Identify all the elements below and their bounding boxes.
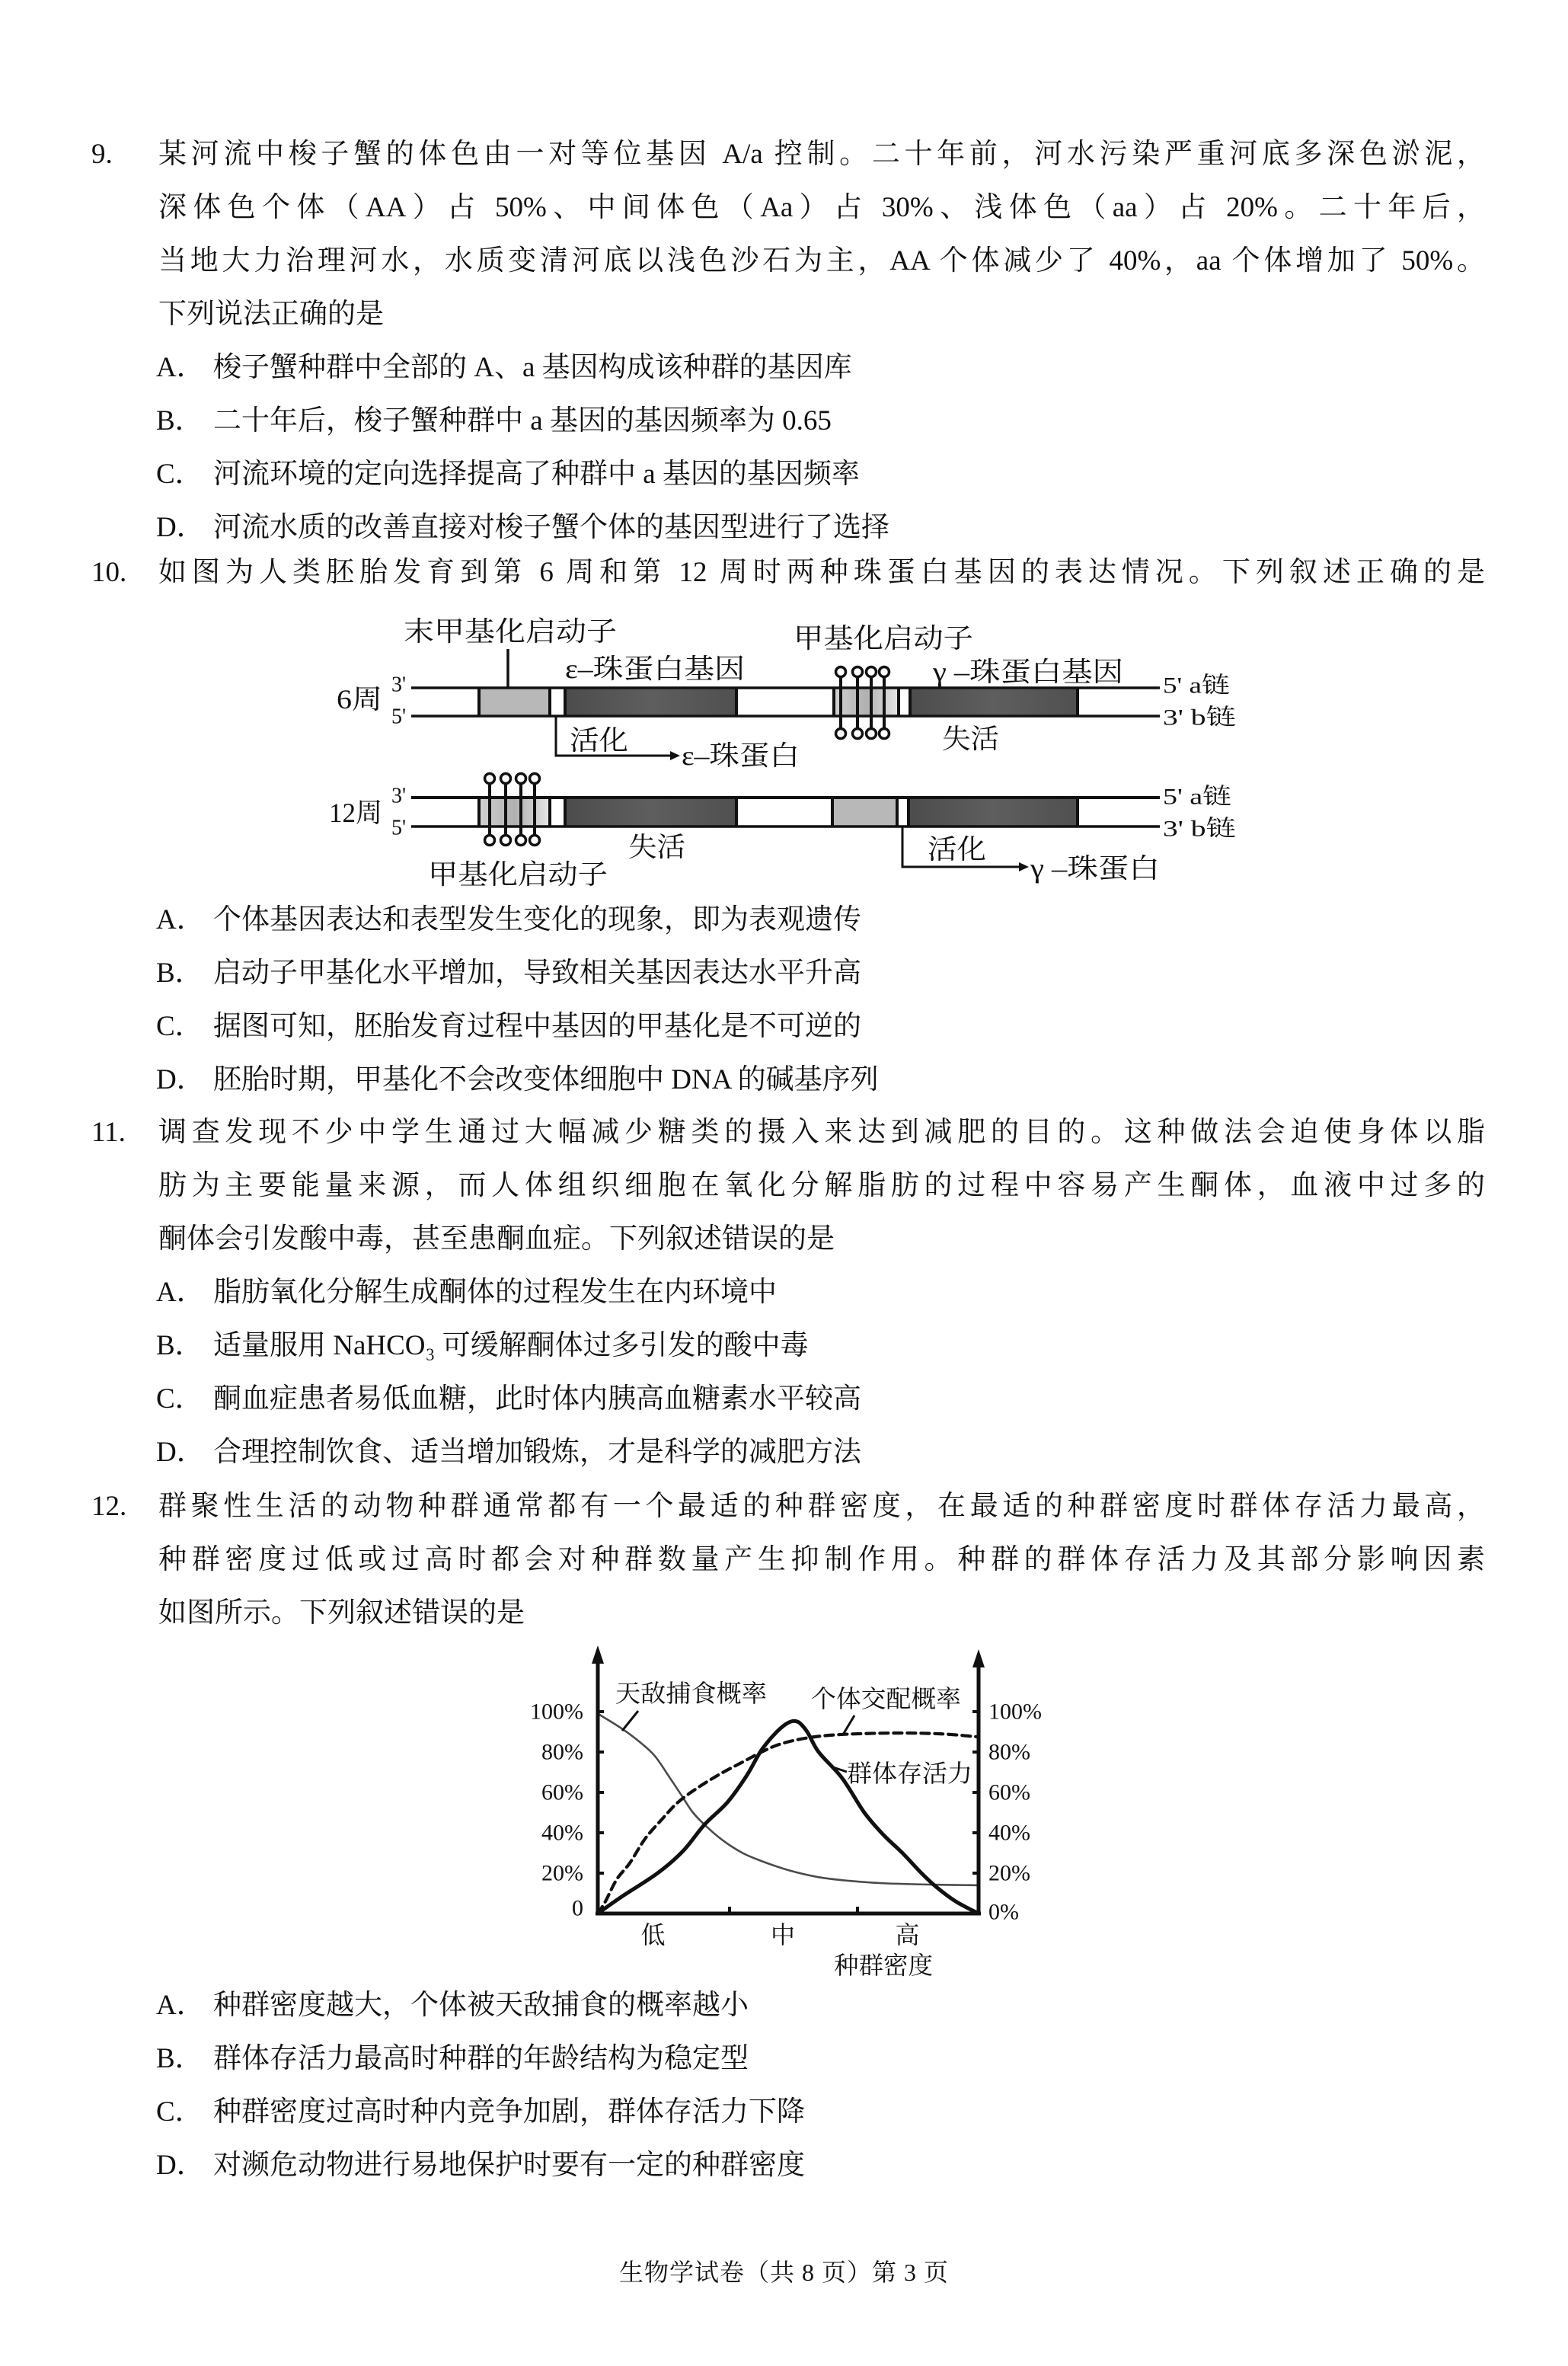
- activated-label: 活化: [570, 725, 628, 756]
- option-text: 个体基因表达和表型发生变化的现象，即为表观遗传: [213, 904, 861, 935]
- option-d: [0, 1054, 1568, 1107]
- option-label: D．: [156, 2150, 205, 2181]
- option-c: [0, 1000, 1568, 1054]
- question-number: 12.: [91, 1491, 127, 1522]
- option-text: 河流环境的定向选择提高了种群中 a 基因的基因频率: [213, 459, 860, 490]
- option-c: [0, 2086, 1568, 2139]
- left-y-tick-label: 60%: [541, 1779, 583, 1805]
- x-category-label: 中: [770, 1921, 796, 1949]
- predation-probability-line: [598, 1714, 979, 1885]
- epsilon-gene-box: [565, 798, 736, 827]
- right-y-tick-label: 60%: [988, 1779, 1030, 1805]
- right-y-tick-label: 20%: [988, 1860, 1030, 1886]
- left-y-tick-label: 80%: [541, 1739, 583, 1765]
- option-label: A．: [156, 1277, 205, 1308]
- strand-end-label: 3': [391, 673, 407, 697]
- option-label: C．: [156, 1383, 203, 1415]
- activated-label: 活化: [928, 834, 986, 865]
- legend-survival: 群体存活力: [847, 1760, 972, 1787]
- option-label: C．: [156, 2096, 203, 2128]
- question-number: 11.: [91, 1117, 126, 1148]
- right-y-tick-label: 100%: [988, 1699, 1042, 1725]
- option-label: C．: [156, 1011, 203, 1042]
- question-stem-line: [0, 1213, 1568, 1266]
- question-stem-text: 如图所示。下列叙述错误的是: [158, 1597, 525, 1629]
- chart-curves: [598, 1714, 979, 1914]
- option-label: D．: [156, 1437, 205, 1468]
- strand-b-label: 3' b链: [1163, 816, 1236, 842]
- page-footer: 生物学试卷（共 8 页）第 3 页: [618, 2259, 949, 2286]
- population-density-chart: [518, 1634, 1066, 1992]
- right-y-tick-label: 80%: [988, 1739, 1030, 1765]
- option-label: C．: [156, 459, 203, 490]
- spacer-box: [897, 798, 909, 827]
- row-label: 6周: [337, 684, 382, 715]
- question-stem-text: 下列说法正确的是: [158, 299, 384, 330]
- option-d: [0, 2139, 1568, 2192]
- unmethylated-promoter-box: [832, 798, 897, 827]
- question-stem-line: [0, 1587, 1568, 1640]
- question-stem-text: 深体色个体（AA）占 50%、中间体色（Aa）占 30%、浅体色（aa）占 20%。二十年后，: [158, 192, 1485, 223]
- option-text: 启动子甲基化水平增加，导致相关基因表达水平升高: [213, 958, 861, 989]
- option-label: B．: [156, 405, 203, 436]
- legend-predation: 天敌捕食概率: [615, 1680, 767, 1707]
- question-11: [0, 1106, 1568, 1479]
- question-stem-text: 如图为人类胚胎发育到第 6 周和第 12 周时两种珠蛋白基因的表达情况。下列叙述正确的是: [158, 557, 1485, 588]
- methylated-promoter-box: [834, 688, 899, 716]
- question-12-options: [0, 1979, 1568, 2192]
- inactivated-label: 失活: [942, 724, 999, 754]
- question-stem-line: [0, 546, 1568, 599]
- epsilon-gene-box: [565, 688, 736, 716]
- option-d: [0, 1426, 1568, 1479]
- spacer-box: [550, 688, 565, 716]
- option-text: 二十年后，梭子蟹种群中 a 基因的基因频率为 0.65: [213, 405, 832, 436]
- option-label: D．: [156, 1064, 205, 1095]
- option-text: 胚胎时期，甲基化不会改变体细胞中 DNA 的碱基序列: [213, 1064, 879, 1095]
- question-stem-line: [0, 1106, 1568, 1159]
- question-stem-line: [0, 128, 1568, 181]
- option-text: 酮血症患者易低血糖，此时体内胰高血糖素水平较高: [213, 1383, 861, 1415]
- option-text: 梭子蟹种群中全部的 A、a 基因构成该种群的基因库: [213, 352, 852, 383]
- right-axis-arrow-icon: [972, 1649, 985, 1667]
- option-label: A．: [156, 904, 205, 935]
- gamma-gene-label: γ –珠蛋白基因: [931, 657, 1123, 687]
- x-category-label: 高: [895, 1921, 920, 1949]
- option-text: 河流水质的改善直接对梭子蟹个体的基因型进行了选择: [213, 512, 889, 543]
- question-number: 10.: [91, 557, 127, 588]
- option-label: D．: [156, 512, 205, 543]
- left-y-tick-label: 100%: [530, 1699, 583, 1725]
- option-text: 合理控制饮食、适当增加锻炼，才是科学的减肥方法: [213, 1437, 861, 1468]
- option-b: [0, 947, 1568, 1000]
- legend-mating: 个体交配概率: [811, 1685, 961, 1712]
- left-y-tick-label: 0: [572, 1895, 583, 1921]
- x-axis-title: 种群密度: [834, 1952, 933, 1979]
- gamma-protein-label: γ –珠蛋白: [1029, 853, 1160, 884]
- strand-b-label: 3' b链: [1163, 705, 1236, 731]
- option-b: [0, 2032, 1568, 2086]
- right-y-tick-label: 40%: [988, 1820, 1030, 1846]
- option-text: 群体存活力最高时种群的年龄结构为稳定型: [213, 2043, 749, 2074]
- option-text: 脂肪氧化分解生成酮体的过程发生在内环境中: [213, 1277, 777, 1308]
- spacer-box: [550, 798, 565, 827]
- left-y-tick-label: 40%: [541, 1820, 583, 1846]
- option-a: [0, 1266, 1568, 1319]
- option-text: 种群密度越大，个体被天敌捕食的概率越小: [213, 1990, 749, 2021]
- option-text: 对濒危动物进行易地保护时要有一定的种群密度: [213, 2150, 805, 2181]
- question-10: [0, 546, 1568, 599]
- option-text: 种群密度过高时种内竞争加剧，群体存活力下降: [213, 2096, 805, 2128]
- row-label: 12周: [329, 798, 382, 828]
- question-stem-line: [0, 235, 1568, 288]
- row-12-weeks: [329, 774, 1236, 890]
- question-stem-text: 肪为主要能量来源，而人体组织细胞在氧化分解脂肪的过程中容易产生酮体，血液中过多的: [158, 1170, 1485, 1201]
- gamma-gene-box: [909, 798, 1078, 827]
- option-label: A．: [156, 352, 205, 383]
- question-stem-text: 某河流中梭子蟹的体色由一对等位基因 A/a 控制。二十年前，河水污染严重河底多深色淤泥，: [158, 139, 1485, 170]
- mating-leader-line: [843, 1715, 854, 1735]
- question-number: 9.: [91, 139, 113, 170]
- question-stem-line: [0, 288, 1568, 341]
- question-stem-line: [0, 1480, 1568, 1533]
- option-a: [0, 1979, 1568, 2032]
- question-10-options: [0, 894, 1568, 1107]
- x-category-label: 低: [640, 1921, 666, 1949]
- methylated-promoter-label: 甲基化启动子: [428, 859, 608, 890]
- question-stem-text: 酮体会引发酸中毒，甚至患酮血症。下列叙述错误的是: [158, 1223, 835, 1255]
- option-label: A．: [156, 1990, 205, 2021]
- question-9: [0, 128, 1568, 555]
- gamma-gene-box: [910, 688, 1078, 716]
- left-axis-arrow-icon: [592, 1645, 604, 1664]
- option-label: B．: [156, 2043, 203, 2074]
- question-stem-line: [0, 1533, 1568, 1587]
- strand-a-label: 5' a链: [1163, 784, 1231, 810]
- globin-methylation-diagram: [320, 606, 1264, 903]
- unmethylated-promoter-label: 末甲基化启动子: [404, 616, 617, 647]
- strand-end-label: 3': [391, 784, 407, 808]
- predation-leader-line: [622, 1711, 638, 1731]
- option-a: [0, 341, 1568, 395]
- row-6-weeks: [337, 616, 1236, 771]
- left-y-tick-label: 20%: [541, 1860, 583, 1886]
- question-stem-line: [0, 181, 1568, 235]
- unmethylated-promoter-box: [479, 688, 550, 716]
- option-a: [0, 894, 1568, 947]
- right-y-tick-label: 0%: [988, 1899, 1019, 1925]
- inactivated-label: 失活: [628, 832, 685, 862]
- option-b: [0, 395, 1568, 448]
- option-text: 适量服用 NaHCO₃ 可缓解酮体过多引发的酸中毒: [213, 1330, 809, 1361]
- strand-end-label: 5': [391, 816, 407, 840]
- question-stem-text: 群聚性生活的动物种群通常都有一个最适的种群密度，在最适的种群密度时群体存活力最高，: [158, 1491, 1485, 1522]
- epsilon-gene-label: ε–珠蛋白基因: [565, 654, 745, 684]
- option-label: B．: [156, 958, 203, 989]
- option-text: 据图可知，胚胎发育过程中基因的甲基化是不可逆的: [213, 1011, 861, 1042]
- spacer-box: [899, 688, 910, 716]
- option-b: [0, 1319, 1568, 1373]
- strand-end-label: 5': [391, 705, 407, 729]
- option-c: [0, 1373, 1568, 1426]
- question-12: [0, 1480, 1568, 1640]
- question-stem-text: 当地大力治理河水，水质变清河底以浅色沙石为主，AA 个体减少了 40%，aa 个体增加了 50%。: [158, 245, 1485, 277]
- epsilon-protein-label: ε–珠蛋白: [682, 740, 800, 771]
- question-stem-text: 种群密度过低或过高时都会对种群数量产生抑制作用。种群的群体存活力及其部分影响因素: [158, 1544, 1485, 1575]
- strand-a-label: 5' a链: [1163, 673, 1230, 699]
- question-stem-text: 调查发现不少中学生通过大幅减少糖类的摄入来达到减肥的目的。这种做法会迫使身体以脂: [158, 1117, 1485, 1148]
- option-label: B．: [156, 1330, 203, 1361]
- option-c: [0, 448, 1568, 501]
- question-stem-line: [0, 1159, 1568, 1213]
- methylated-promoter-label: 甲基化启动子: [794, 623, 973, 654]
